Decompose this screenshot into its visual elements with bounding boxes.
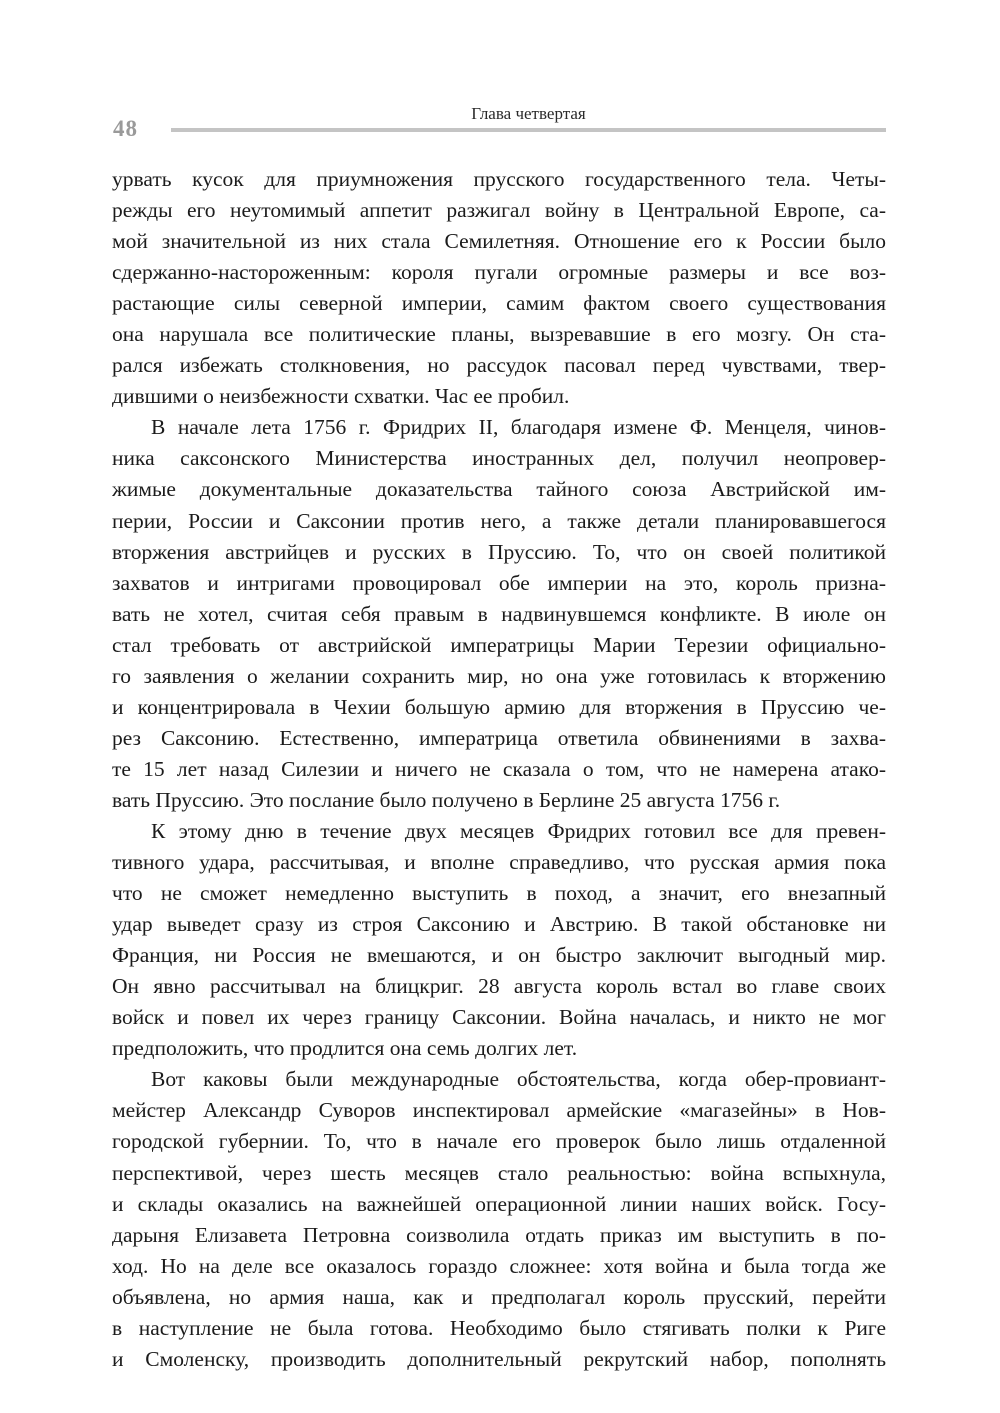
- text-line: жимые документальные доказательства тайного союза Австрийской им-: [112, 477, 886, 502]
- page-number: 48: [113, 116, 138, 141]
- text-line: го заявления о желании сохранить мир, но она уже готовилась к вторжению: [112, 663, 886, 688]
- text-line: рез Саксонию. Естественно, императрица ответила обвинениями в захва-: [112, 725, 886, 750]
- text-line: К этому дню в течение двух месяцев Фридрих готовил все для превен-: [151, 818, 886, 843]
- text-line: сдержанно-настороженным: короля пугали огромные размеры и все воз-: [112, 260, 886, 285]
- header-rule: [171, 128, 886, 132]
- text-line: Франция, ни Россия не вмешаются, и он быстро заключит выгодный мир.: [112, 943, 886, 968]
- text-line: тивного удара, рассчитывая, и вполне справедливо, что русская армия пока: [112, 850, 886, 875]
- text-line: захватов и интригами провоцировал обе империи на это, король призна-: [112, 570, 886, 595]
- text-line: дившими о неизбежности схватки. Час ее пробил.: [112, 384, 570, 409]
- text-line: вать Пруссию. Это послание было получено в Берлине 25 августа 1756 г.: [112, 787, 781, 812]
- text-line: удар выведет сразу из строя Саксонию и Австрию. В такой обстановке ни: [112, 912, 886, 937]
- text-line: ника саксонского Министерства иностранных дел, получил неопровер-: [112, 446, 886, 471]
- text-line: дарыня Елизавета Петровна соизволила отдать приказ им выступить в по-: [112, 1222, 886, 1247]
- text-line: предположить, что продлится она семь долгих лет.: [112, 1036, 578, 1061]
- text-line: и Смоленску, производить дополнительный рекрутский набор, пополнять: [112, 1346, 886, 1371]
- text-line: рался избежать столкновения, но рассудок пасовал перед чувствами, твер-: [112, 353, 886, 378]
- text-line: объявлена, но армия наша, как и предполагал король прусский, перейти: [112, 1284, 886, 1309]
- text-line: она нарушала все политические планы, вызревавшие в его мозгу. Он ста-: [112, 322, 886, 347]
- text-line: режды его неутомимый аппетит разжигал войну в Центральной Европе, са-: [112, 198, 886, 223]
- text-line: и концентрировала в Чехии большую армию для вторжения в Пруссию че-: [112, 694, 886, 719]
- text-line: стал требовать от австрийской императрицы Марии Терезии официально-: [112, 632, 886, 657]
- text-line: перспективой, через шесть месяцев стало реальностью: война вспыхнула,: [112, 1160, 886, 1185]
- text-line: городской губернии. То, что в начале его проверок было лишь отдаленной: [112, 1129, 886, 1154]
- body-text: [112, 164, 886, 1375]
- text-line: В начале лета 1756 г. Фридрих II, благодаря измене Ф. Менцеля, чинов-: [151, 415, 886, 440]
- text-line: растающие силы северной империи, самим фактом своего существования: [112, 291, 886, 316]
- text-line: ход. Но на деле все оказалось гораздо сложнее: хотя война и была тогда же: [112, 1253, 886, 1278]
- text-line: перии, России и Саксонии против него, а также детали планировавшегося: [112, 508, 886, 533]
- text-line: мой значительной из них стала Семилетняя. Отношение его к России было: [112, 229, 886, 254]
- text-line: Он явно рассчитывал на блицкриг. 28 августа король встал во главе своих: [112, 974, 886, 999]
- text-line: Вот каковы были международные обстоятельства, когда обер-провиант-: [151, 1067, 886, 1092]
- text-line: те 15 лет назад Силезии и ничего не сказала о том, что не намерена атако-: [112, 756, 886, 781]
- running-head: Глава четвертая: [471, 104, 586, 123]
- text-line: войск и повел их через границу Саксонии. Война началась, и никто не мог: [112, 1005, 886, 1030]
- text-line: вторжения австрийцев и русских в Пруссию. То, что он своей политикой: [112, 539, 886, 564]
- text-line: что не сможет немедленно выступить в поход, а значит, его внезапный: [112, 881, 886, 906]
- text-line: вать не хотел, считая себя правым в надвинувшемся конфликте. В июле он: [112, 601, 886, 626]
- text-line: урвать кусок для приумножения прусского государственного тела. Четы-: [112, 167, 886, 191]
- text-line: в наступление не была готова. Необходимо было стягивать полки к Риге: [112, 1315, 886, 1340]
- text-line: мейстер Александр Суворов инспектировал армейские «магазейны» в Нов-: [112, 1098, 886, 1123]
- text-line: и склады оказались на важнейшей операционной линии наших войск. Госу-: [112, 1191, 886, 1216]
